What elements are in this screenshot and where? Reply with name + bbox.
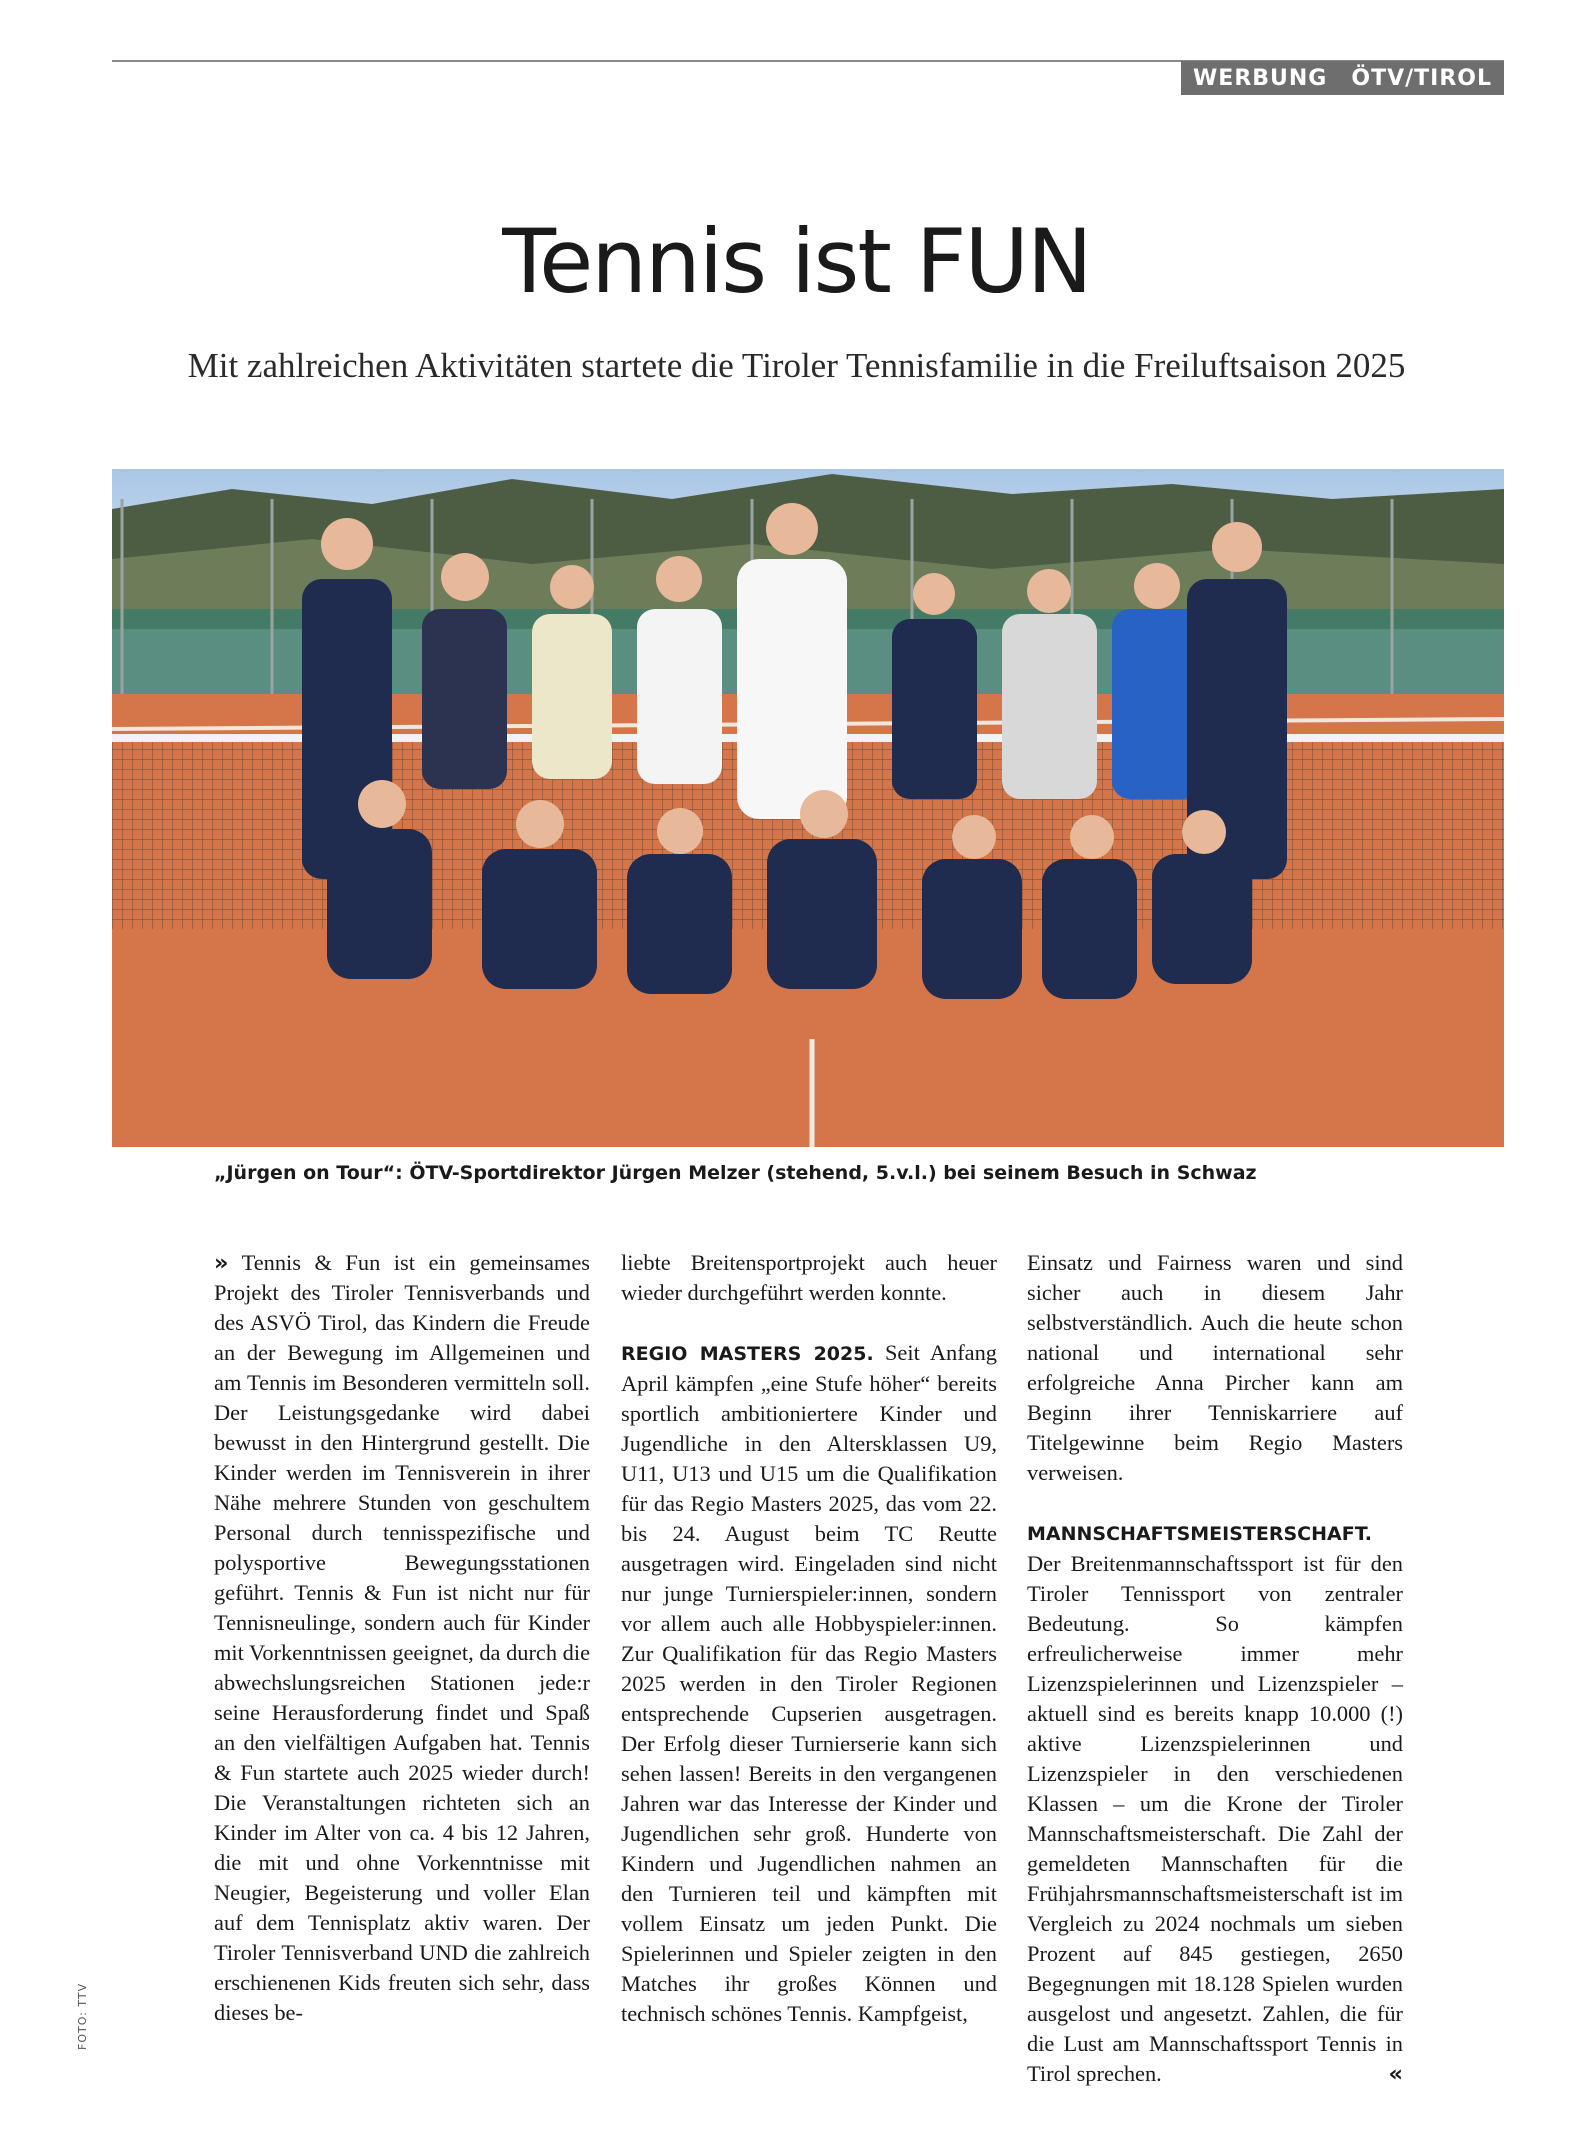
section-title-regio: REGIO MASTERS 2025. bbox=[621, 1343, 874, 1365]
tag-werbung: WERBUNG bbox=[1193, 65, 1328, 91]
section-text-regio: Seit Anfang April kämpfen „eine Stufe höher“ bereits sportlich ambitioniertere Kinder und Jugendliche in den Altersklassen U9, U11, U13 und U15 um die Qualifikation für das Regio Masters 2025, das vom 22. bis 24. August beim TC Reutte ausgetragen wird. Eingeladen sind nicht nur junge Turnierspieler:innen, sondern vor allem auch alle Hobbyspieler:innen. Zur Qualifikation für das Regio Masters 2025 werden in den Tiroler Regionen entsprechende Cupserien ausgetragen. Der Erfolg dieser Turnierserie kann sich sehen lassen! Bereits in den vergangenen Jahren war das Interesse der Kinder und Jugendlichen sehr groß. Hunderte von Kindern und Jugendlichen nahmen an den Turnieren teil und kämpften mit vollem Einsatz um jeden Punkt. Die Spielerinnen und Spieler zeigten in den Matches ihr großes Können und technisch schönes Tennis. Kampfgeist, bbox=[621, 1340, 997, 2026]
tag-region: ÖTV/TIROL bbox=[1351, 65, 1492, 91]
lead-text-continued: liebte Breitensportprojekt auch heuer wieder durchgeführt werden konnte. bbox=[621, 1250, 997, 1305]
lead-text: Tennis & Fun ist ein gemeinsames Projekt des Tiroler Tennisverbands und des ASVÖ Tirol, das Kindern die Freude an der Bewegung im Allgemeinen und am Tennis im Besonderen vermitteln soll. Der Leistungsgedanke wird dabei bewusst in den Hintergrund gestellt. Die Kinder werden im Tennisverein in ihrer Nähe mehrere Stunden von geschultem Personal durch tennisspezifische und polysportive Bewegungsstationen geführt. Tennis & Fun ist nicht nur für Tennisneulinge, sondern auch für Kinder mit Vorkenntnissen geeignet, da durch die abwechslungsreichen Stationen jede:r seine Herausforderung findet und Spaß an den vielfältigen Aufgaben hat. Tennis & Fun startete auch 2025 wieder durch! Die Veranstaltungen richteten sich an Kinder im Alter von ca. 4 bis 12 Jahren, die mit und ohne Vorkenntnisse mit Neugier, Begeisterung und voller Elan auf dem Tennisplatz aktiv waren. Der Tiroler Tennisverband UND die zahlreich erschienenen Kids freuten sich sehr, dass dieses be- bbox=[214, 1250, 591, 2025]
section-title-mannschaft: MANNSCHAFTSMEISTERSCHAFT. bbox=[1027, 1523, 1372, 1545]
section-tag bbox=[1181, 61, 1504, 95]
photo-credit: FOTO: TTV bbox=[76, 1982, 89, 2050]
photo-caption: „Jürgen on Tour“: ÖTV-Sportdirektor Jürgen Melzer (stehend, 5.v.l.) bei seinem Besuch in Schwaz bbox=[214, 1162, 1257, 1184]
team-photo bbox=[112, 469, 1504, 1147]
subheadline: Mit zahlreichen Aktivitäten startete die Tiroler Tennisfamilie in die Freiluftsaison 2025 bbox=[187, 346, 1406, 385]
headline: Tennis ist FUN bbox=[502, 210, 1091, 313]
section-text-regio-continued: Einsatz und Fairness waren und sind sicher auch in diesem Jahr selbstverständlich. Auch die heute schon national und international sehr erfolgreiche Anna Pircher kann am Beginn ihrer Tenniskarriere auf Titelgewinne beim Regio Masters verweisen. bbox=[1027, 1250, 1403, 1485]
end-marker: « bbox=[1388, 2061, 1403, 2087]
article-column-2 bbox=[621, 1248, 997, 2029]
article-column-1 bbox=[214, 1248, 590, 2028]
section-text-mannschaft: Der Breitenmannschaftssport ist für den Tiroler Tennissport von zentraler Bedeutung. So kämpfen erfreulicherweise immer mehr Lizenzspielerinnen und Lizenzspieler – aktuell sind es bereits knapp 10.000 (!) aktive Lizenzspielerinnen und Lizenzspieler in den verschiedenen Klassen – um die Krone der Tiroler Mannschaftsmeisterschaft. Die Zahl der gemeldeten Mannschaften für die Frühjahrsmannschaftsmeisterschaft ist im Vergleich zu 2024 nochmals um sieben Prozent auf 845 gestiegen, 2650 Begegnungen mit 18.128 Spielen wurden ausgelost und angesetzt. Zahlen, die für die Lust am Mannschaftssport Tennis in Tirol sprechen. bbox=[1027, 1551, 1403, 2086]
lead-marker: » bbox=[214, 1250, 229, 1276]
article-column-3 bbox=[1027, 1248, 1403, 2089]
